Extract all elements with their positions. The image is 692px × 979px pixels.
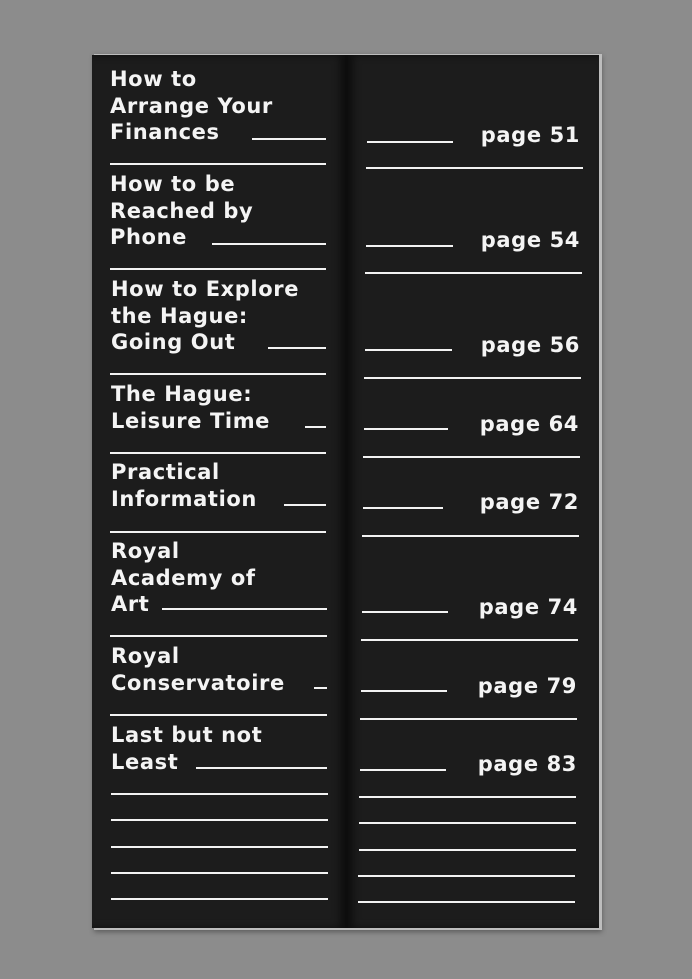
leader-line: [360, 769, 446, 771]
divider-line: [110, 452, 326, 454]
leader-line: [196, 767, 327, 769]
toc-entry-title: Royal Conservatoire: [111, 644, 285, 695]
center-fold: [345, 55, 348, 928]
divider-line: [110, 268, 326, 270]
page-number: page 51: [480, 123, 580, 147]
leader-line: [284, 504, 326, 506]
page-number: page 54: [480, 228, 580, 252]
ruled-line: [359, 796, 576, 798]
leader-line: [314, 687, 327, 689]
toc-entry-title: Practical Information: [111, 460, 257, 511]
page-number: page 64: [479, 412, 579, 436]
ruled-line: [358, 875, 575, 877]
ruled-line: [111, 846, 328, 848]
toc-entry-title: How to Explore the Hague: Going Out: [111, 277, 300, 354]
toc-entry-title: How to be Reached by Phone: [110, 172, 254, 249]
toc-entry-title: Royal Academy of Art: [111, 539, 256, 616]
divider-line: [110, 373, 326, 375]
ruled-line: [358, 901, 575, 903]
divider-line: [366, 167, 583, 169]
divider-line: [360, 718, 577, 720]
leader-line: [268, 347, 326, 349]
divider-line: [110, 531, 326, 533]
page-number: page 72: [479, 490, 579, 514]
ruled-line: [111, 819, 328, 821]
toc-entry-title: The Hague: Leisure Time: [111, 382, 271, 433]
leader-line: [366, 245, 453, 247]
page-number: page 79: [477, 674, 577, 698]
ruled-line: [111, 898, 328, 900]
toc-entry-title: Last but not Least: [111, 723, 263, 774]
leader-line: [365, 349, 452, 351]
divider-line: [361, 639, 578, 641]
ruled-line: [111, 793, 328, 795]
page-number: page 74: [478, 595, 578, 619]
page-number: page 56: [480, 333, 580, 357]
divider-line: [110, 714, 327, 716]
divider-line: [110, 635, 327, 637]
page-number: page 83: [477, 752, 577, 776]
leader-line: [367, 141, 453, 143]
divider-line: [362, 535, 579, 537]
divider-line: [364, 377, 581, 379]
divider-line: [365, 272, 582, 274]
leader-line: [212, 243, 326, 245]
leader-line: [363, 507, 443, 509]
leader-line: [252, 138, 326, 140]
leader-line: [362, 611, 448, 613]
toc-entry-title: How to Arrange Your Finances: [110, 67, 273, 144]
leader-line: [162, 608, 327, 610]
ruled-line: [359, 849, 576, 851]
divider-line: [363, 456, 580, 458]
leader-line: [364, 428, 448, 430]
ruled-line: [359, 822, 576, 824]
ruled-line: [111, 872, 328, 874]
leader-line: [361, 690, 447, 692]
divider-line: [110, 163, 326, 165]
leader-line: [305, 426, 326, 428]
